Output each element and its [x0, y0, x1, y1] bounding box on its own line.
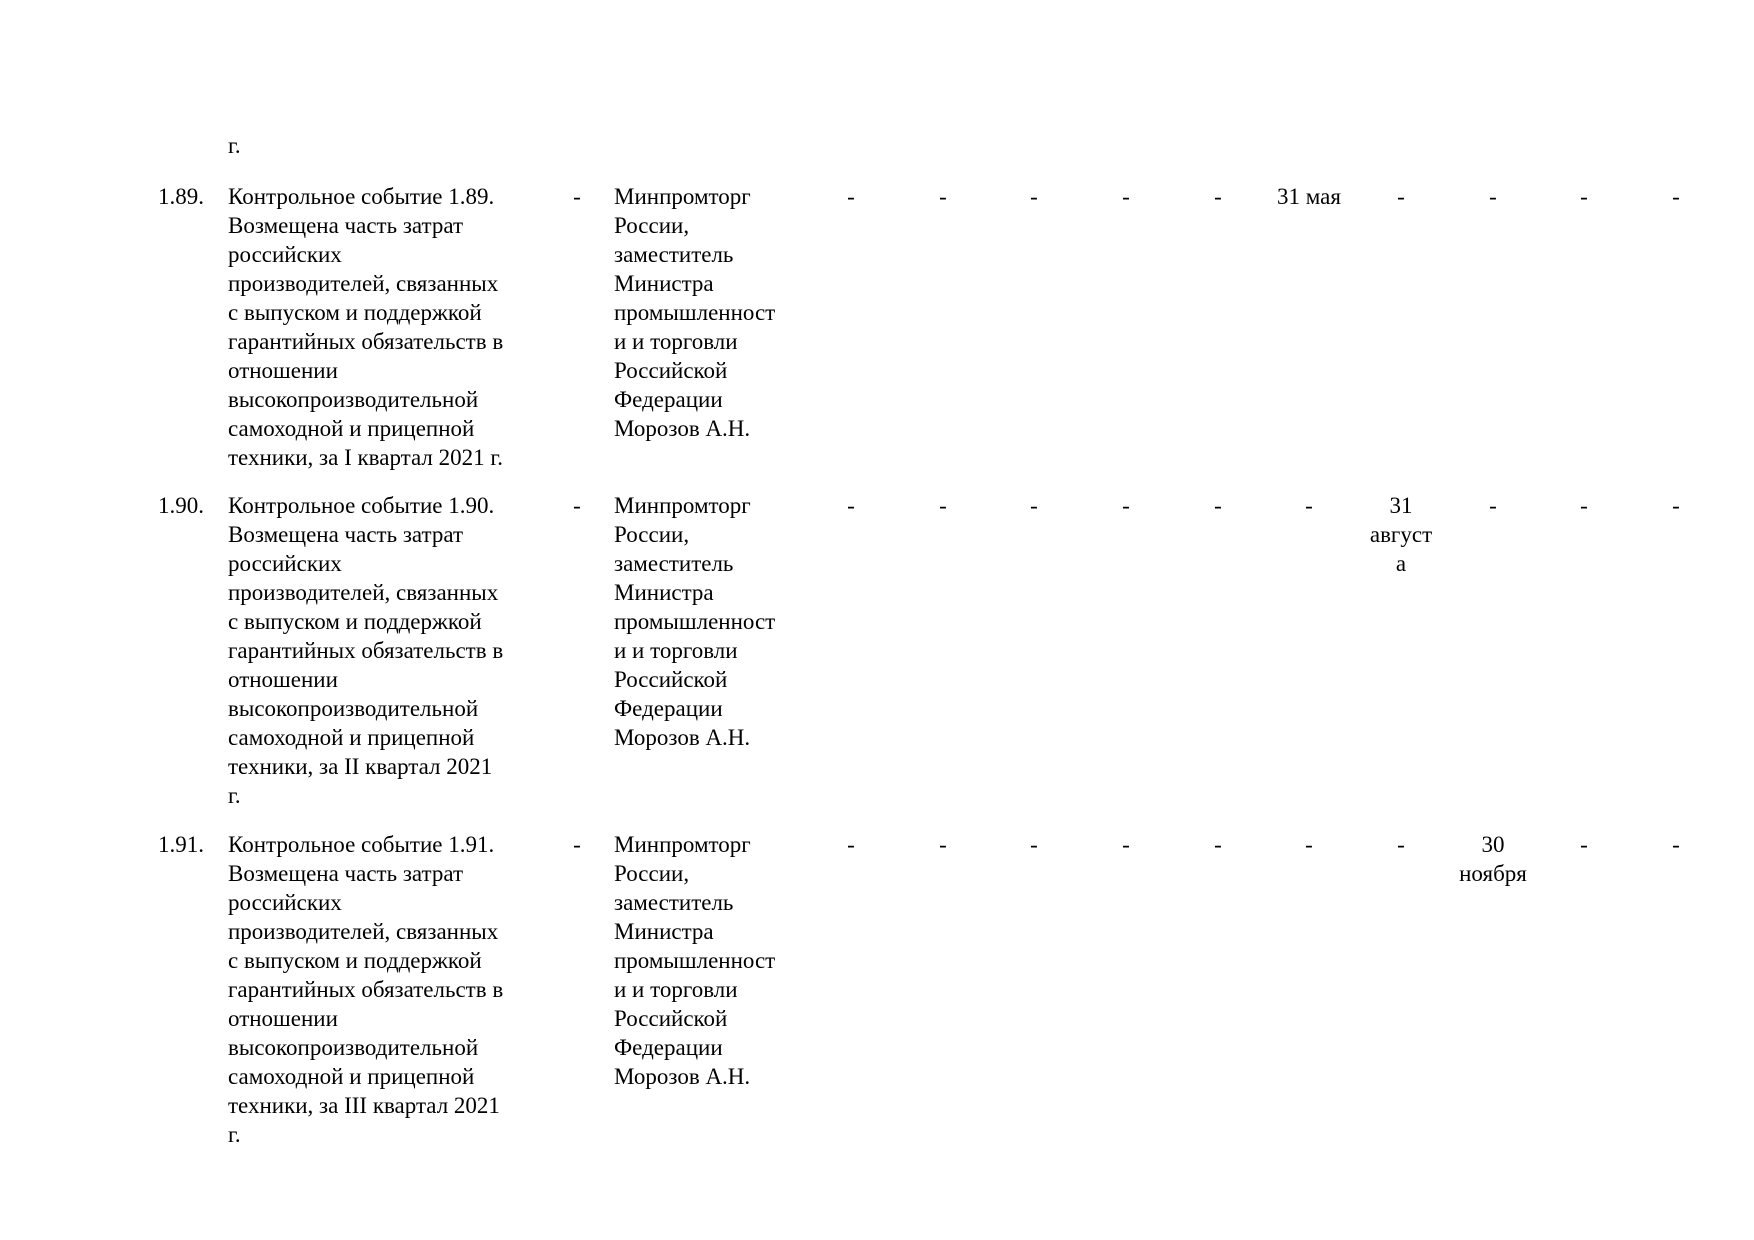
- row-responsible: Минпромторг России, заместитель Министра промышленност и и торговли Российской Федерации Морозов А.Н.: [614, 832, 776, 1089]
- month-cell: -: [1672, 493, 1680, 518]
- row-status: -: [573, 184, 581, 209]
- month-cell: -: [847, 493, 855, 518]
- month-cell: -: [1122, 493, 1130, 518]
- row-responsible: Минпромторг России, заместитель Министра промышленност и и торговли Российской Федерации Морозов А.Н.: [614, 184, 776, 441]
- row-description: Контрольное событие 1.89. Возмещена часть затрат российских производителей, связанных с выпуском и поддержкой гарантийных обязательств в отношении высокопроизводительной самоходной и прицепной техники, за I квартал 2021 г.: [228, 184, 504, 470]
- month-cell: -: [939, 832, 947, 857]
- month-cell: -: [1214, 832, 1222, 857]
- month-cell: -: [1030, 184, 1038, 209]
- row-number: 1.91.: [158, 832, 204, 857]
- month-cell: -: [1672, 832, 1680, 857]
- row-responsible: Минпромторг России, заместитель Министра промышленност и и торговли Российской Федерации Морозов А.Н.: [614, 493, 776, 750]
- month-cell: -: [1580, 832, 1588, 857]
- month-cell: -: [847, 184, 855, 209]
- month-cell: -: [939, 493, 947, 518]
- month-cell: -: [1580, 493, 1588, 518]
- month-cell: -: [1397, 184, 1405, 209]
- month-cell: 31 август а: [1369, 493, 1433, 576]
- month-cell: -: [1214, 493, 1222, 518]
- month-cell: -: [1214, 184, 1222, 209]
- row-number: 1.90.: [158, 493, 204, 518]
- row-description: Контрольное событие 1.91. Возмещена часть затрат российских производителей, связанных с выпуском и поддержкой гарантийных обязательств в отношении высокопроизводительной самоходной и прицепной техники, за III квартал 2021 г.: [228, 832, 504, 1147]
- month-cell: 31 мая: [1277, 184, 1341, 209]
- month-cell: -: [1489, 493, 1497, 518]
- row-description: Контрольное событие 1.90. Возмещена часть затрат российских производителей, связанных с выпуском и поддержкой гарантийных обязательств в отношении высокопроизводительной самоходной и прицепной техники, за II квартал 2021 г.: [228, 493, 504, 808]
- month-cell: -: [1305, 493, 1313, 518]
- month-cell: -: [939, 184, 947, 209]
- previous-row-tail: г.: [228, 133, 241, 158]
- month-cell: -: [1122, 832, 1130, 857]
- month-cell: -: [1030, 493, 1038, 518]
- month-cell: -: [1489, 184, 1497, 209]
- month-cell: -: [1672, 184, 1680, 209]
- month-cell: -: [1580, 184, 1588, 209]
- row-number: 1.89.: [158, 184, 204, 209]
- month-cell: -: [1122, 184, 1130, 209]
- month-cell: -: [1397, 832, 1405, 857]
- row-status: -: [573, 832, 581, 857]
- month-cell: -: [847, 832, 855, 857]
- row-status: -: [573, 493, 581, 518]
- month-cell: -: [1030, 832, 1038, 857]
- month-cell: 30 ноября: [1459, 832, 1527, 886]
- month-cell: -: [1305, 832, 1313, 857]
